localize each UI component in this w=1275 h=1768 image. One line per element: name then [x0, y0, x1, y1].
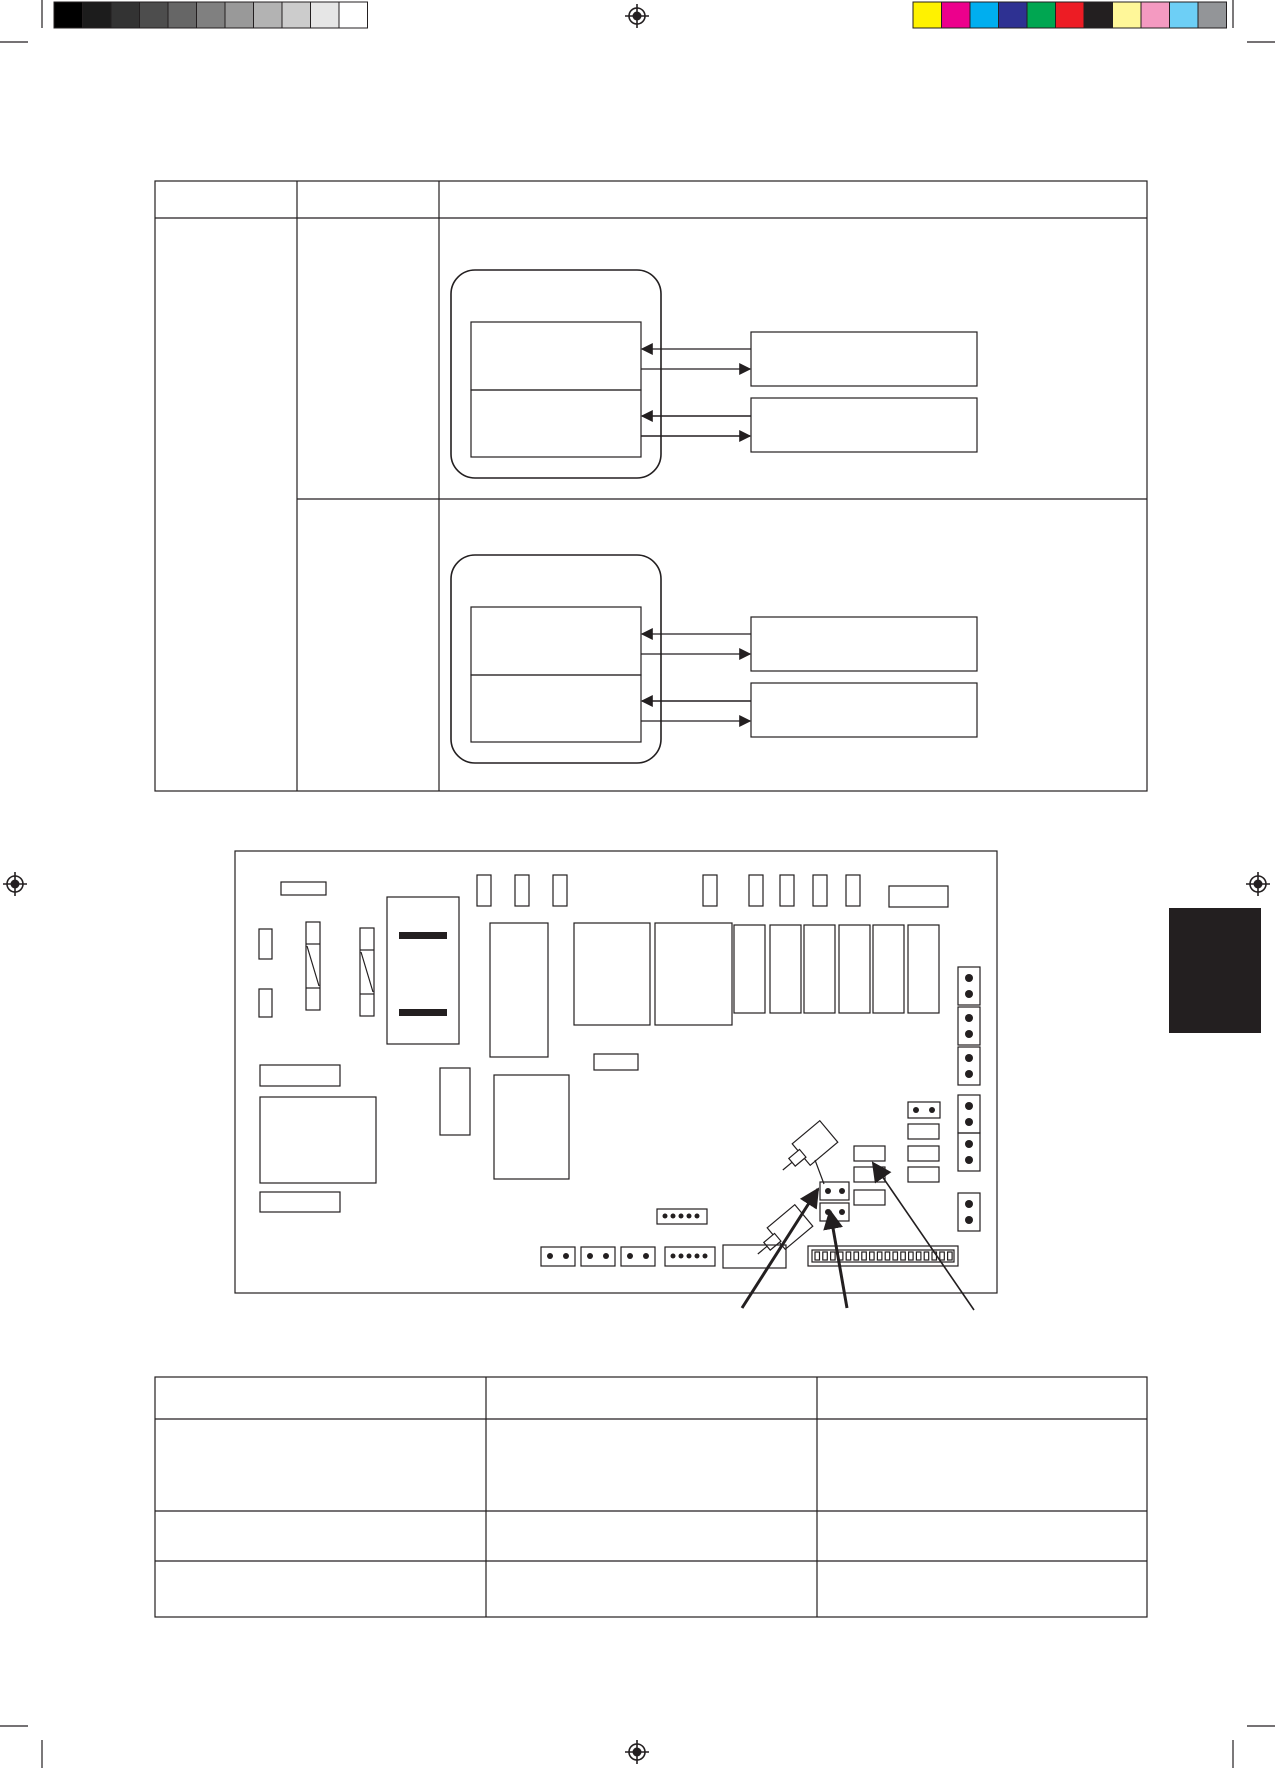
dip-cell — [815, 1252, 820, 1260]
color-swatch — [225, 2, 254, 28]
bottom-table — [155, 1377, 1147, 1617]
two-pin-connector — [958, 1047, 980, 1085]
device-block-2 — [751, 398, 977, 452]
color-swatch — [54, 2, 83, 28]
dip-cell — [909, 1252, 914, 1260]
connector-pin — [965, 1070, 973, 1078]
dip-cell — [870, 1252, 875, 1260]
ic-component — [494, 1075, 569, 1179]
color-swatch — [999, 2, 1028, 28]
color-swatch — [1141, 2, 1170, 28]
registration-crosshair-icon — [625, 4, 649, 28]
color-swatch — [1084, 2, 1113, 28]
two-pin-connector — [958, 1193, 980, 1231]
dip-cell — [854, 1252, 859, 1260]
dip-cell — [948, 1252, 953, 1260]
color-swatch — [339, 2, 368, 28]
registration-crosshair-icon — [3, 872, 27, 896]
connector-pin — [965, 1140, 973, 1148]
color-swatch — [140, 2, 169, 28]
controller-block-upper — [471, 607, 641, 675]
connector-pin — [965, 990, 973, 998]
controller-block-upper — [471, 322, 641, 390]
two-pin-connector — [958, 1095, 980, 1133]
dip-cell — [940, 1252, 945, 1260]
dip-cell — [823, 1252, 828, 1260]
color-swatch — [1056, 2, 1085, 28]
connector-pin — [965, 1054, 973, 1062]
jumper-cap — [774, 1121, 838, 1181]
connector-pin — [965, 1156, 973, 1164]
dip-cell — [846, 1252, 851, 1260]
color-swatch — [254, 2, 283, 28]
dip-cell — [831, 1252, 836, 1260]
relay-component — [574, 923, 650, 1025]
relay-component — [490, 923, 548, 1057]
capacitor-block — [260, 1097, 376, 1183]
connector-pin — [965, 1200, 973, 1208]
color-swatch — [111, 2, 140, 28]
registration-crosshair-icon — [625, 1740, 649, 1764]
block-diagram-row-1 — [451, 270, 977, 478]
color-swatch — [83, 2, 112, 28]
controller-unit-outline — [451, 555, 661, 763]
color-swatch — [197, 2, 226, 28]
color-swatch — [942, 2, 971, 28]
connector-pin — [965, 1216, 973, 1224]
controller-block-lower — [471, 675, 641, 742]
dip-cell — [877, 1252, 882, 1260]
connector-pin — [965, 1102, 973, 1110]
pointer-arrow-3 — [873, 1163, 974, 1310]
controller-unit-outline — [451, 270, 661, 478]
connector-pin — [965, 1118, 973, 1126]
pcb-board — [235, 851, 997, 1310]
controller-block-lower — [471, 390, 641, 457]
two-pin-connector — [958, 1133, 980, 1171]
top-table — [155, 181, 1147, 791]
color-swatch — [913, 2, 942, 28]
dip-cell — [916, 1252, 921, 1260]
two-pin-connector — [958, 1007, 980, 1045]
grayscale-color-bar — [54, 2, 368, 28]
dip-cell — [885, 1252, 890, 1260]
dip-cell — [862, 1252, 867, 1260]
dip-cell — [924, 1252, 929, 1260]
color-swatch — [1027, 2, 1056, 28]
two-pin-connector — [958, 967, 980, 1005]
registration-crosshair-icon — [1246, 872, 1270, 896]
connector-pin — [965, 1014, 973, 1022]
transformer-component — [387, 897, 459, 1044]
device-block-1 — [751, 617, 977, 671]
device-block-2 — [751, 683, 977, 737]
color-swatch — [1113, 2, 1142, 28]
color-swatch — [168, 2, 197, 28]
relay-component — [655, 923, 732, 1025]
connector-pin — [965, 1030, 973, 1038]
device-block-1 — [751, 332, 977, 386]
section-side-tab — [1169, 908, 1261, 1033]
dip-cell — [901, 1252, 906, 1260]
color-swatch — [970, 2, 999, 28]
color-swatch — [311, 2, 340, 28]
color-swatch — [1170, 2, 1199, 28]
connector-pin — [965, 974, 973, 982]
pointer-arrow-1 — [742, 1189, 818, 1308]
dip-cell — [893, 1252, 898, 1260]
color-swatch — [282, 2, 311, 28]
process-color-bar — [913, 2, 1227, 28]
pcb-outline — [235, 851, 997, 1293]
block-diagram-row-2 — [451, 555, 977, 763]
color-swatch — [1198, 2, 1227, 28]
